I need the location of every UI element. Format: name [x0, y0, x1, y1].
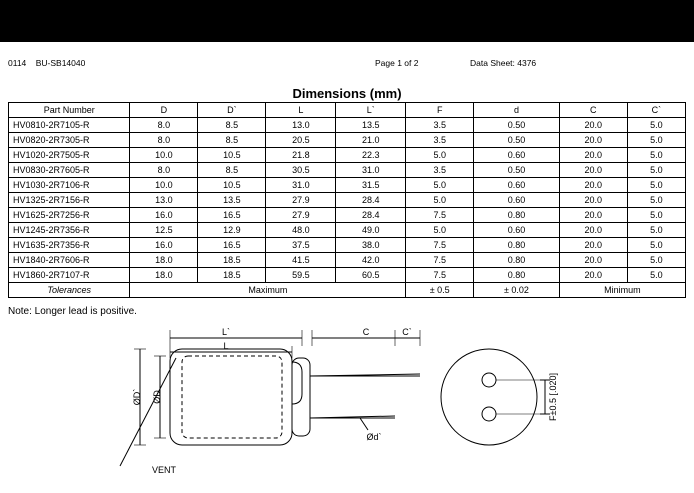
cell-c-prime: 5.0 [627, 223, 685, 238]
cell-c: 20.0 [559, 133, 627, 148]
cell-d: 8.0 [130, 118, 198, 133]
column-header-d-prime: D` [198, 103, 266, 118]
cell-c-prime: 5.0 [627, 253, 685, 268]
cell-c: 20.0 [559, 148, 627, 163]
cell-c: 20.0 [559, 268, 627, 283]
cell-part-number: HV0810-2R7105-R [9, 118, 130, 133]
cell-tolerance-d: ± 0.02 [474, 283, 560, 298]
table-row [9, 223, 686, 238]
table-header-row [9, 103, 686, 118]
cell-d: 8.0 [130, 163, 198, 178]
cell-l: 13.0 [266, 118, 336, 133]
cell-tolerances-label: Tolerances [9, 283, 130, 298]
table-row [9, 193, 686, 208]
cell-f: 7.5 [406, 253, 474, 268]
cell-d-lead: 0.50 [474, 133, 560, 148]
cell-d-lead: 0.50 [474, 163, 560, 178]
cell-d-prime: 12.9 [198, 223, 266, 238]
cell-c: 20.0 [559, 238, 627, 253]
cell-d: 10.0 [130, 178, 198, 193]
cell-part-number: HV1030-2R7106-R [9, 178, 130, 193]
end-view-lead-hole-top [482, 373, 496, 387]
cell-part-number: HV1635-2R7356-R [9, 238, 130, 253]
capacitor-cap-top [292, 362, 302, 404]
cell-l: 27.9 [266, 208, 336, 223]
cell-c: 20.0 [559, 163, 627, 178]
cell-l: 30.5 [266, 163, 336, 178]
cell-f: 5.0 [406, 148, 474, 163]
cell-d-lead: 0.60 [474, 193, 560, 208]
cell-l-prime: 21.0 [336, 133, 406, 148]
cell-l: 20.5 [266, 133, 336, 148]
cell-d-lead: 0.80 [474, 208, 560, 223]
cell-d: 16.0 [130, 208, 198, 223]
cell-l-prime: 42.0 [336, 253, 406, 268]
cell-c: 20.0 [559, 118, 627, 133]
cell-l-prime: 13.5 [336, 118, 406, 133]
top-black-banner [0, 0, 694, 42]
label-l-prime: L` [221, 327, 231, 337]
vent-leader-line [120, 358, 176, 466]
column-header-l-prime: L` [336, 103, 406, 118]
cell-part-number: HV1325-2R7156-R [9, 193, 130, 208]
cell-l-prime: 31.0 [336, 163, 406, 178]
cell-c: 20.0 [559, 208, 627, 223]
cell-f: 5.0 [406, 223, 474, 238]
table-row [9, 208, 686, 223]
cell-l: 27.9 [266, 193, 336, 208]
note-text: Note: Longer lead is positive. [8, 306, 137, 317]
table-row [9, 253, 686, 268]
cell-d-prime: 18.5 [198, 268, 266, 283]
column-header-l: L [266, 103, 336, 118]
table-row [9, 238, 686, 253]
table-row [9, 133, 686, 148]
cell-d: 8.0 [130, 133, 198, 148]
cell-l-prime: 49.0 [336, 223, 406, 238]
cell-d-lead: 0.50 [474, 118, 560, 133]
cell-d-lead: 0.60 [474, 223, 560, 238]
cell-d-prime: 8.5 [198, 163, 266, 178]
cell-c: 20.0 [559, 178, 627, 193]
table-row [9, 178, 686, 193]
cell-d-lead: 0.60 [474, 148, 560, 163]
header-page-number: Page 1 of 2 [375, 58, 419, 68]
end-view-lead-hole-bottom [482, 407, 496, 421]
cell-c-prime: 5.0 [627, 148, 685, 163]
column-header-c: C [559, 103, 627, 118]
label-vent: VENT [152, 465, 177, 475]
cell-c-prime: 5.0 [627, 133, 685, 148]
cell-part-number: HV1860-2R7107-R [9, 268, 130, 283]
cell-d-prime: 18.5 [198, 253, 266, 268]
cell-d: 18.0 [130, 268, 198, 283]
cell-l-prime: 60.5 [336, 268, 406, 283]
cell-l-prime: 28.4 [336, 193, 406, 208]
capacitor-cap [292, 358, 310, 436]
label-l: L [223, 341, 229, 351]
cell-d-prime: 16.5 [198, 238, 266, 253]
cell-c: 20.0 [559, 193, 627, 208]
cell-c: 20.0 [559, 223, 627, 238]
cell-l: 59.5 [266, 268, 336, 283]
capacitor-dimension-diagram [0, 318, 694, 493]
table-row [9, 118, 686, 133]
cell-c-prime: 5.0 [627, 163, 685, 178]
cell-l: 48.0 [266, 223, 336, 238]
column-header-d: D [130, 103, 198, 118]
cell-c-prime: 5.0 [627, 208, 685, 223]
cell-d: 16.0 [130, 238, 198, 253]
header-data-sheet: Data Sheet: 4376 [470, 58, 537, 68]
cell-f: 5.0 [406, 178, 474, 193]
cell-part-number: HV1020-2R7505-R [9, 148, 130, 163]
cell-d-prime: 8.5 [198, 118, 266, 133]
cell-d-prime: 8.5 [198, 133, 266, 148]
table-row [9, 268, 686, 283]
capacitor-inner-dashed [182, 356, 282, 438]
dimensions-table [8, 102, 686, 298]
capacitor-body-outline [170, 349, 292, 445]
label-d-prime: ØD` [132, 388, 142, 406]
cell-d-lead: 0.80 [474, 268, 560, 283]
cell-d: 18.0 [130, 253, 198, 268]
cell-f: 7.5 [406, 268, 474, 283]
column-header-part-number: Part Number [9, 103, 130, 118]
cell-part-number: HV0820-2R7305-R [9, 133, 130, 148]
label-c-prime: C` [402, 327, 412, 337]
cell-d: 13.0 [130, 193, 198, 208]
label-d: ØD [152, 390, 162, 404]
label-d-lead: Ød` [366, 432, 382, 442]
label-c: C [362, 327, 370, 337]
column-header-c-prime: C` [627, 103, 685, 118]
cell-l: 37.5 [266, 238, 336, 253]
cell-part-number: HV1625-2R7256-R [9, 208, 130, 223]
cell-l-prime: 38.0 [336, 238, 406, 253]
cell-f: 7.5 [406, 238, 474, 253]
lead-diameter-leader [360, 418, 368, 430]
cell-f: 3.5 [406, 133, 474, 148]
cell-f: 3.5 [406, 118, 474, 133]
cell-c-prime: 5.0 [627, 178, 685, 193]
cell-part-number: HV1245-2R7356-R [9, 223, 130, 238]
table-tolerance-row [9, 283, 686, 298]
cell-l-prime: 22.3 [336, 148, 406, 163]
cell-c-prime: 5.0 [627, 268, 685, 283]
cell-d: 12.5 [130, 223, 198, 238]
cell-f: 7.5 [406, 208, 474, 223]
cell-f: 3.5 [406, 163, 474, 178]
header-document-code: 0114 BU-SB14040 [8, 58, 86, 68]
label-f-tolerance: F±0.5 [.020] [548, 373, 558, 421]
cell-tolerance-maximum: Maximum [130, 283, 406, 298]
dimensions-table-title: Dimensions (mm) [292, 86, 402, 101]
cell-l: 41.5 [266, 253, 336, 268]
cell-d-prime: 10.5 [198, 148, 266, 163]
cell-part-number: HV0830-2R7605-R [9, 163, 130, 178]
cell-tolerance-f: ± 0.5 [406, 283, 474, 298]
cell-f: 5.0 [406, 193, 474, 208]
cell-tolerance-minimum: Minimum [559, 283, 685, 298]
cell-d-lead: 0.60 [474, 178, 560, 193]
cell-d-lead: 0.80 [474, 253, 560, 268]
cell-d-prime: 16.5 [198, 208, 266, 223]
cell-d-prime: 13.5 [198, 193, 266, 208]
cell-l-prime: 31.5 [336, 178, 406, 193]
cell-c-prime: 5.0 [627, 238, 685, 253]
table-row [9, 148, 686, 163]
cell-l: 21.8 [266, 148, 336, 163]
cell-c-prime: 5.0 [627, 118, 685, 133]
cell-l-prime: 28.4 [336, 208, 406, 223]
cell-d-lead: 0.80 [474, 238, 560, 253]
column-header-d-lead: d [474, 103, 560, 118]
cell-d-prime: 10.5 [198, 178, 266, 193]
end-view-outline [441, 349, 537, 445]
cell-c-prime: 5.0 [627, 193, 685, 208]
table-row [9, 163, 686, 178]
cell-c: 20.0 [559, 253, 627, 268]
cell-l: 31.0 [266, 178, 336, 193]
cell-part-number: HV1840-2R7606-R [9, 253, 130, 268]
column-header-f: F [406, 103, 474, 118]
page-header [0, 58, 694, 72]
cell-d: 10.0 [130, 148, 198, 163]
